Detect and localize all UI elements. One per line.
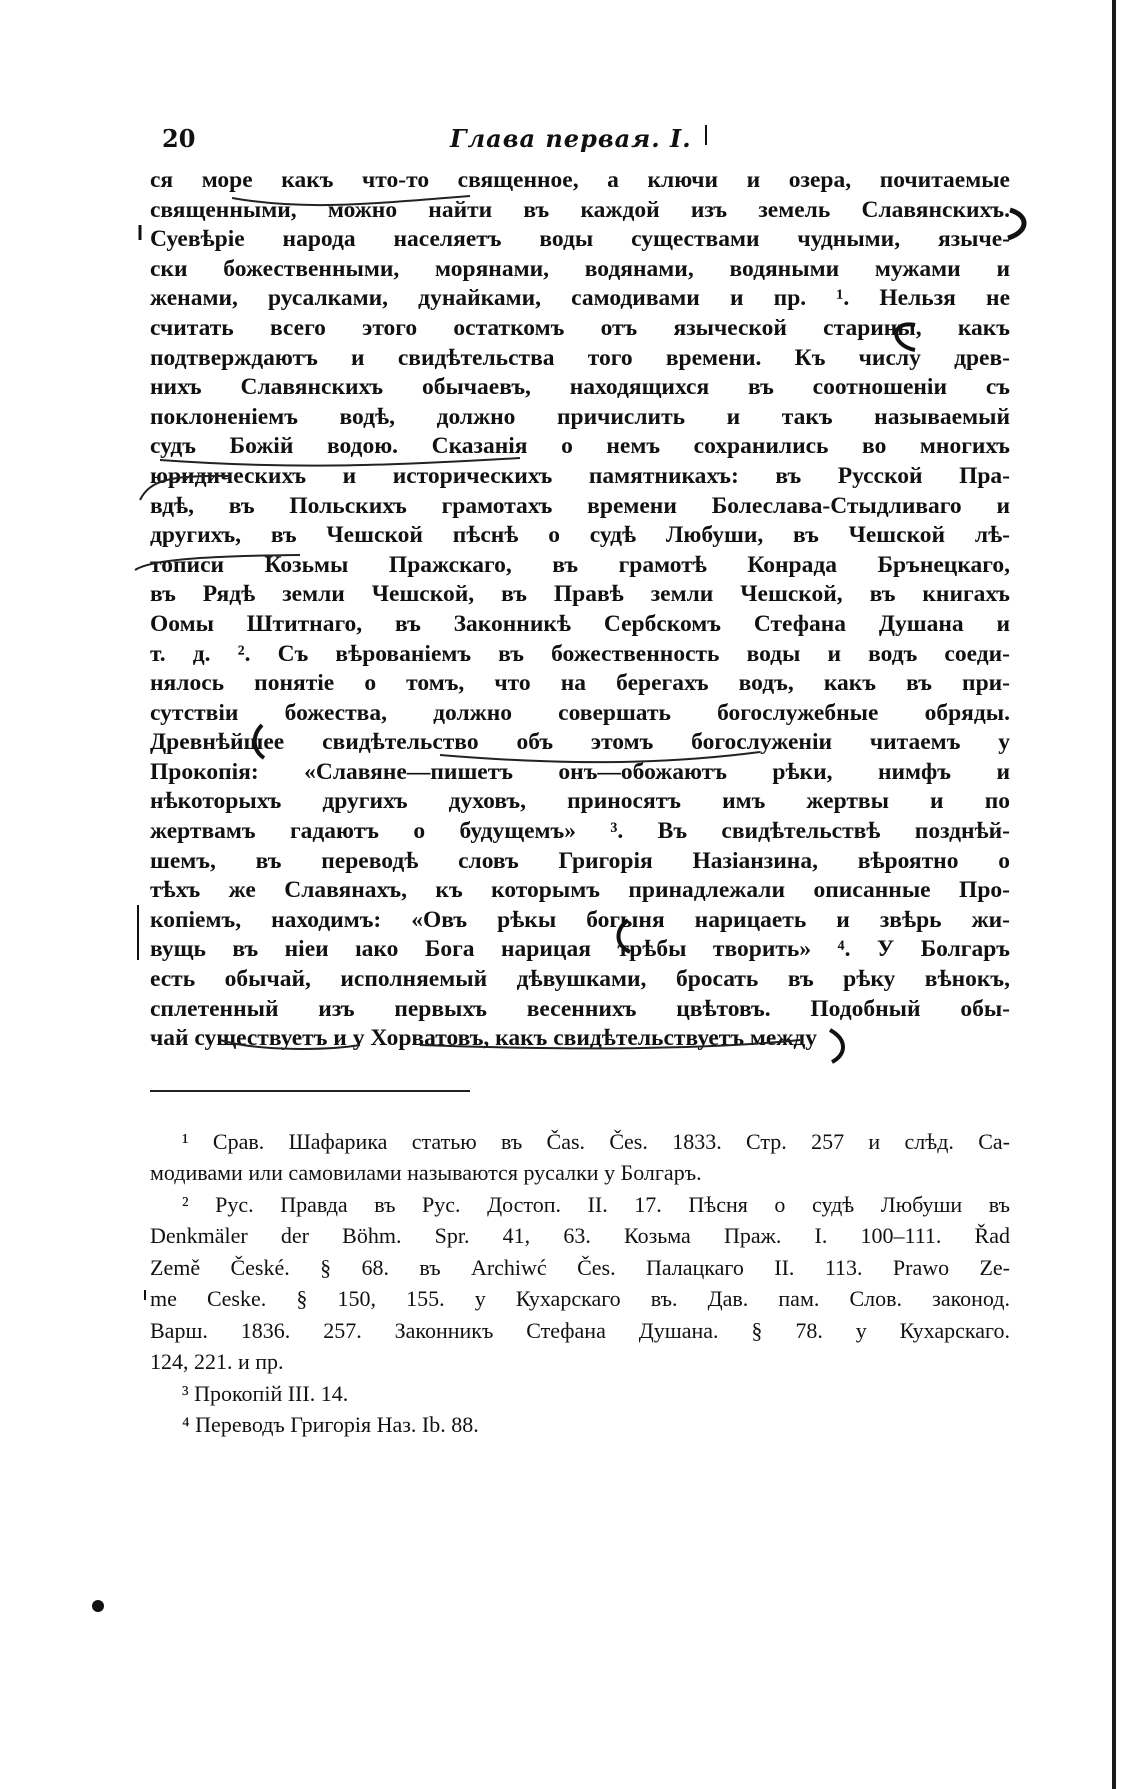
- page-number: 20: [162, 124, 196, 153]
- body-line: есть обычай, исполняемый дѣвушками, бросать въ рѣку вѣнокъ,: [150, 966, 1010, 993]
- footnote-2-line: me Ceske. § 150, 155. у Кухарскаго въ. Дав. пам. Слов. законод.: [150, 1286, 1010, 1312]
- body-line: жертвамъ гадаютъ о будущемъ» ³. Въ свидѣтельствѣ позднѣй-: [150, 818, 1010, 845]
- footnote-1-line: ¹ Срав. Шафарика статью въ Čas. Čes. 1833. Стр. 257 и слѣд. Са-: [182, 1128, 1010, 1154]
- page-header: [150, 118, 1010, 158]
- body-line: поклоненіемъ водѣ, должно причислить и такъ называемый: [150, 403, 1010, 430]
- body-line: шемъ, въ переводѣ словъ Григорія Назіанзина, вѣроятно о: [150, 847, 1010, 874]
- body-line: Прокопія: «Славяне—пишетъ онъ—обожаютъ рѣки, нимфъ и: [150, 758, 1010, 785]
- body-line: вдѣ, въ Польскихъ грамотахъ времени Болеслава-Стыдливаго и: [150, 492, 1010, 519]
- body-line: въ Рядѣ земли Чешской, въ Правѣ земли Чешской, въ книгахъ: [150, 581, 1010, 608]
- footnote-2-line: Země České. § 68. въ Archiwć Čes. Палацкаго II. 113. Prawo Ze-: [150, 1254, 1010, 1280]
- body-line: нялось понятіе о томъ, что на берегахъ водъ, какъ въ при-: [150, 670, 1010, 697]
- running-head: Глава первая. I.: [450, 124, 692, 153]
- body-line: считать всего этого остаткомъ отъ языческой старины, какъ: [150, 314, 1010, 341]
- body-line: ски божественными, морянами, водянами, водяными мужами и: [150, 255, 1010, 282]
- footnote-2-line: Варш. 1836. 257. Законникъ Стефана Душана. § 78. у Кухарскаго.: [150, 1317, 1010, 1343]
- body-line: сплетенный изъ первыхъ весеннихъ цвѣтовъ. Подобный обы-: [150, 995, 1010, 1022]
- body-line: ся море какъ что-то священное, а ключи и озера, почитаемые: [150, 167, 1010, 193]
- body-line: подтверждаютъ и свидѣтельства того времени. Къ числу древ-: [150, 344, 1010, 371]
- body-line: Суевѣріе народа населяетъ воды существами чудными, языче-: [150, 226, 1010, 253]
- ink-dot: [92, 1600, 104, 1612]
- body-line: копіемъ, находимъ: «Овъ рѣкы богыня нарицаеть и звѣрь жи-: [150, 906, 1010, 933]
- body-line: Древнѣйшее свидѣтельство объ этомъ богослуженіи читаемъ у: [150, 729, 1010, 756]
- footnote-divider: [150, 1090, 470, 1092]
- bracket-annotation: [1008, 210, 1024, 238]
- footnote-2-line: Denkmäler der Böhm. Spr. 41, 63. Козьма Праж. I. 100–111. Řad: [150, 1223, 1010, 1249]
- body-line: т. д. ². Съ вѣрованіемъ въ божественность воды и водъ соеди-: [150, 640, 1010, 667]
- footnotes: [150, 1126, 1010, 1441]
- body-line: тописи Козьмы Пражскаго, въ грамотѣ Конрада Брънецкаго,: [150, 551, 1010, 578]
- body-line: нѣкоторыхъ другихъ духовъ, приносятъ имъ жертвы и по: [150, 788, 1010, 815]
- body-line: вущь въ нiеи ıако Бога нарицая трѣбы творить» ⁴. У Болгаръ: [150, 936, 1010, 963]
- body-line: тѣхъ же Славянахъ, къ которымъ принадлежали описанные Про-: [150, 877, 1010, 904]
- footnote-2-line: ² Рус. Правда въ Рус. Достоп. II. 17. Пѣсня о судѣ Любуши въ: [182, 1191, 1010, 1217]
- body-line: сутствіи божества, должно совершать богослужебные обряды.: [150, 699, 1010, 726]
- footnote-3-line: ³ Прокопій III. 14.: [182, 1380, 349, 1406]
- body-line: судъ Божій водою. Сказанія о немъ сохранились во многихъ: [150, 433, 1010, 460]
- body-line: Оомы Штитнаго, въ Законникѣ Сербскомъ Стефана Душана и: [150, 610, 1010, 637]
- body-line: другихъ, въ Чешской пѣснѣ о судѣ Любуши, въ Чешской лѣ-: [150, 522, 1010, 549]
- footnote-1-line: модивами или самовилами называются русалки у Болгаръ.: [150, 1160, 702, 1186]
- body-line: юридическихъ и историческихъ памятникахъ: въ Русской Пра-: [150, 462, 1010, 489]
- body-line: священными, можно найти въ каждой изъ земель Славянскихъ.: [150, 196, 1010, 223]
- page-edge-border: [1112, 0, 1116, 1789]
- body-text: [150, 166, 1010, 1054]
- footnote-2-line: 124, 221. и пр.: [150, 1349, 284, 1375]
- body-line: женами, русалками, дунайками, самодивами и пр. ¹. Нельзя не: [150, 285, 1010, 312]
- footnote-4-line: ⁴ Переводъ Григорія Наз. Ib. 88.: [182, 1412, 479, 1438]
- body-line: нихъ Славянскихъ обычаевъ, находящихся въ соотношеніи съ: [150, 374, 1010, 401]
- book-page: [150, 118, 1010, 1441]
- body-line: чай существуетъ и у Хорватовъ, какъ свидѣтельствуетъ между: [150, 1025, 818, 1052]
